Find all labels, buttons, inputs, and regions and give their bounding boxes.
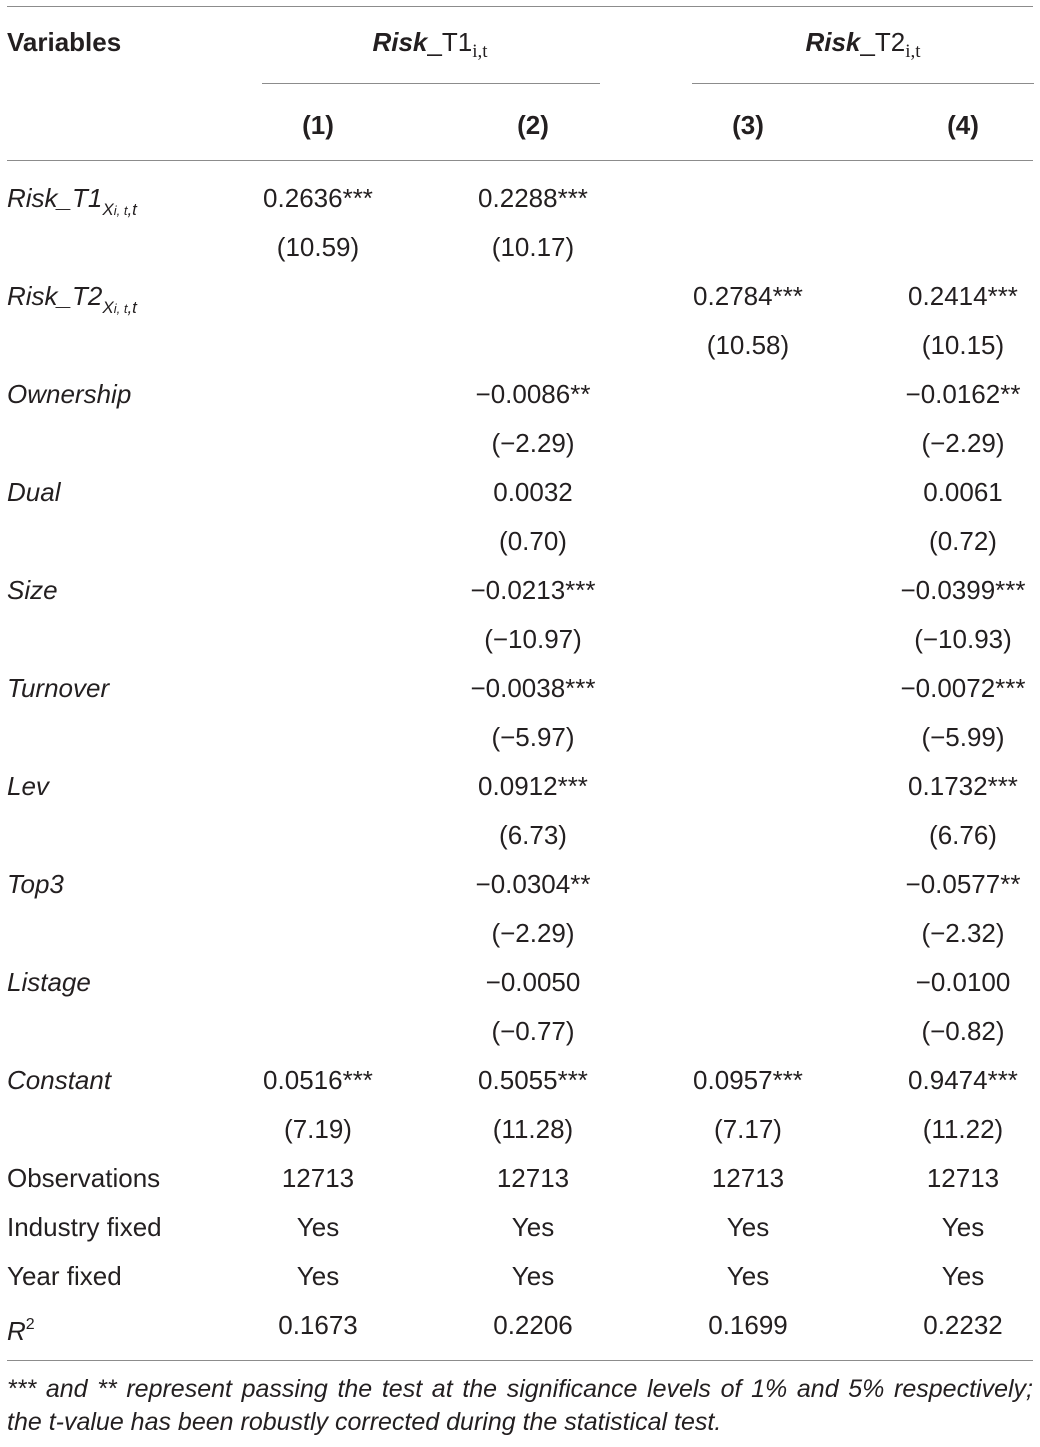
cell-listage-c2-t: (−0.77) [491, 1016, 575, 1046]
header-group-risk-t2 [692, 27, 1034, 67]
cell-risk-t2-c4-t: (10.15) [921, 330, 1005, 360]
cell-listage-c4: −0.0100 [915, 967, 1011, 997]
cell-top3-c2: −0.0304** [475, 869, 591, 899]
label-risk-t1-text: Risk_T1 [7, 183, 103, 213]
label-risk-t1-sub [102, 200, 137, 219]
cell-r2-c1: 0.1673 [278, 1310, 358, 1340]
header-group-risk-t1 [260, 27, 600, 67]
label-risk-t2-sub-t: ,t [127, 298, 137, 317]
cell-listage-c4-t: (−0.82) [921, 1016, 1005, 1046]
column-header-2: (2) [517, 110, 549, 140]
group2-rule [692, 83, 1034, 84]
label-risk-t2-sub [102, 298, 137, 317]
cell-risk-t1-c1-t: (10.59) [276, 232, 360, 262]
label-r-squared-base: R [7, 1316, 26, 1346]
cell-listage-c2: −0.0050 [485, 967, 581, 997]
header-variables: Variables [7, 27, 122, 57]
column-header-1: (1) [302, 110, 334, 140]
cell-risk-t2-c3: 0.2784*** [693, 281, 803, 311]
cell-industry-c1: Yes [296, 1212, 340, 1242]
cell-lev-c4-t: (6.76) [929, 820, 997, 850]
label-constant: Constant [7, 1065, 112, 1095]
cell-year-c2: Yes [511, 1261, 555, 1291]
cell-size-c2: −0.0213*** [470, 575, 596, 605]
cell-turnover-c2: −0.0038*** [470, 673, 596, 703]
group1-rest: _T1 [427, 27, 473, 57]
label-dual: Dual [7, 477, 61, 507]
cell-year-c1: Yes [296, 1261, 340, 1291]
cell-r2-c3: 0.1699 [708, 1310, 788, 1340]
cell-risk-t1-c1: 0.2636*** [263, 183, 373, 213]
cell-ownership-c4: −0.0162** [905, 379, 1021, 409]
label-size: Size [7, 575, 58, 605]
cell-observations-c1: 12713 [281, 1163, 355, 1193]
group1-bold: Risk [372, 27, 428, 57]
cell-top3-c4: −0.0577** [905, 869, 1021, 899]
cell-industry-c3: Yes [726, 1212, 770, 1242]
label-lev: Lev [7, 771, 49, 801]
group2-sub: i,t [905, 41, 921, 62]
cell-lev-c2: 0.0912*** [478, 771, 588, 801]
cell-year-c3: Yes [726, 1261, 770, 1291]
cell-industry-c4: Yes [941, 1212, 985, 1242]
cell-constant-c2: 0.5055*** [478, 1065, 588, 1095]
label-ownership: Ownership [7, 379, 132, 409]
label-listage: Listage [7, 967, 91, 997]
group1-rule [262, 83, 600, 84]
cell-lev-c4: 0.1732*** [908, 771, 1018, 801]
cell-ownership-c4-t: (−2.29) [921, 428, 1005, 458]
label-turnover: Turnover [7, 673, 110, 703]
label-risk-t1-sub-idx: i, t [113, 203, 128, 218]
cell-year-c4: Yes [941, 1261, 985, 1291]
cell-constant-c4: 0.9474*** [908, 1065, 1018, 1095]
cell-top3-c4-t: (−2.32) [921, 918, 1005, 948]
group1-sub: i,t [472, 41, 488, 62]
cell-industry-c2: Yes [511, 1212, 555, 1242]
cell-constant-c1: 0.0516*** [263, 1065, 373, 1095]
label-risk-t1-sub-t: ,t [127, 200, 137, 219]
label-risk-t2-sub-x: X [102, 298, 114, 317]
cell-lev-c2-t: (6.73) [499, 820, 567, 850]
table-footnote: *** and ** represent passing the test at the significance levels of 1% and 5% respectively; the t-value has been robustly corrected during the statistical test. [7, 1375, 1033, 1436]
cell-dual-c4-t: (0.72) [929, 526, 997, 556]
group2-bold: Risk [805, 27, 861, 57]
label-risk-t2-sub-idx: i, t [113, 301, 128, 316]
cell-risk-t2-c3-t: (10.58) [706, 330, 790, 360]
label-risk-t1-sub-x: X [102, 200, 114, 219]
label-risk-t1 [7, 183, 137, 226]
label-r-squared-sup: 2 [25, 1316, 35, 1333]
cell-constant-c1-t: (7.19) [284, 1114, 352, 1144]
cell-constant-c2-t: (11.28) [492, 1114, 574, 1144]
label-top3: Top3 [7, 869, 64, 899]
cell-top3-c2-t: (−2.29) [491, 918, 575, 948]
column-header-4: (4) [947, 110, 979, 140]
cell-r2-c4: 0.2232 [923, 1310, 1003, 1340]
cell-observations-c3: 12713 [711, 1163, 785, 1193]
cell-ownership-c2-t: (−2.29) [491, 428, 575, 458]
cell-constant-c4-t: (11.22) [922, 1114, 1004, 1144]
label-risk-t2 [7, 281, 137, 324]
cell-ownership-c2: −0.0086** [475, 379, 591, 409]
label-r-squared [7, 1310, 35, 1346]
cell-size-c2-t: (−10.97) [484, 624, 582, 654]
cell-observations-c4: 12713 [926, 1163, 1000, 1193]
cell-dual-c4: 0.0061 [923, 477, 1003, 507]
group2-rest: _T2 [860, 27, 906, 57]
cell-observations-c2: 12713 [496, 1163, 570, 1193]
cell-risk-t1-c2: 0.2288*** [478, 183, 588, 213]
label-industry-fixed: Industry fixed [7, 1212, 162, 1242]
cell-r2-c2: 0.2206 [493, 1310, 573, 1340]
cell-turnover-c2-t: (−5.97) [491, 722, 575, 752]
cell-risk-t1-c2-t: (10.17) [491, 232, 575, 262]
cell-size-c4: −0.0399*** [900, 575, 1026, 605]
cell-size-c4-t: (−10.93) [914, 624, 1012, 654]
top-rule [7, 6, 1033, 7]
header-rule [7, 160, 1033, 161]
cell-constant-c3-t: (7.17) [714, 1114, 782, 1144]
cell-turnover-c4: −0.0072*** [900, 673, 1026, 703]
bottom-rule [7, 1360, 1033, 1361]
label-observations: Observations [7, 1163, 161, 1193]
cell-risk-t2-c4: 0.2414*** [908, 281, 1018, 311]
label-year-fixed: Year fixed [7, 1261, 122, 1291]
cell-turnover-c4-t: (−5.99) [921, 722, 1005, 752]
label-risk-t2-text: Risk_T2 [7, 281, 103, 311]
cell-dual-c2: 0.0032 [493, 477, 573, 507]
cell-constant-c3: 0.0957*** [693, 1065, 803, 1095]
cell-dual-c2-t: (0.70) [499, 526, 567, 556]
column-header-3: (3) [732, 110, 764, 140]
